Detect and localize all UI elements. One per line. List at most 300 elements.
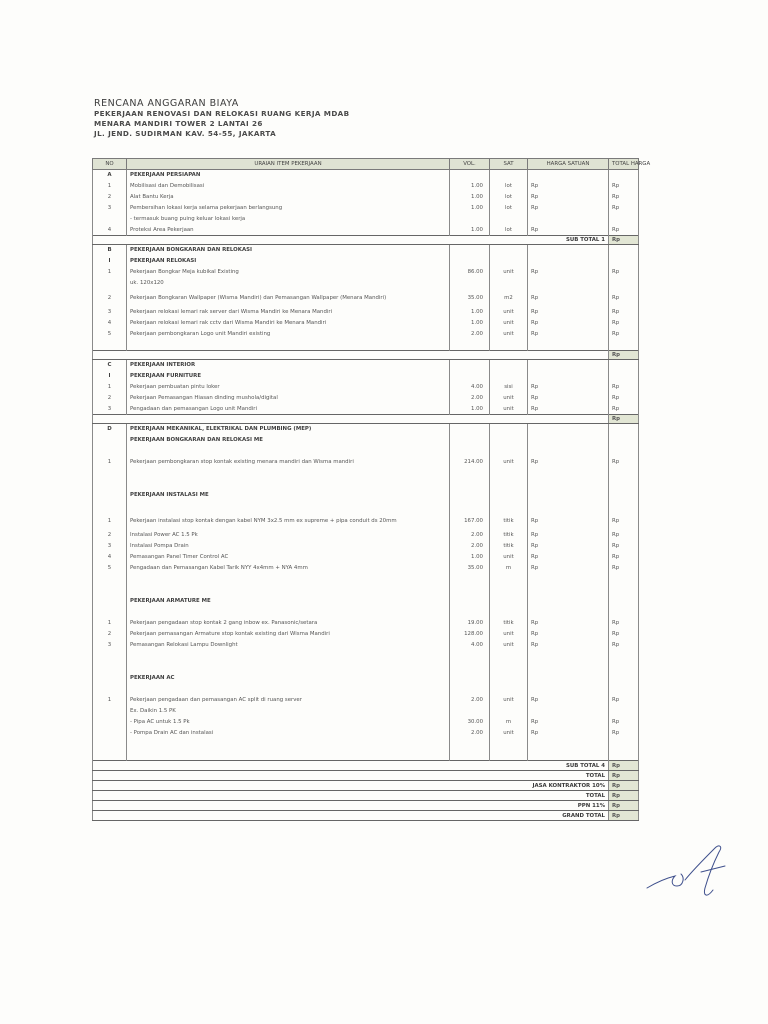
blank-cell [127,574,450,585]
item-vol: 2.00 [450,329,490,340]
address: JL. JEND. SUDIRMAN KAV. 54-55, JAKARTA [94,129,277,138]
item-desc: Pemasangan Panel Timer Control AC [127,552,450,563]
item-no: 2 [93,393,127,404]
item-vol [450,706,490,717]
section-title: PEKERJAAN BONGKARAN DAN RELOKASI [127,245,450,256]
item-no: 1 [93,695,127,706]
blank-cell [528,446,609,457]
cell-sat [490,424,528,435]
item-desc: Pekerjaan Bongkar Meja kubikal Existing [127,267,450,278]
section-title: PEKERJAAN INSTALASI ME [127,490,450,501]
section-title: PEKERJAAN RELOKASI [127,256,450,267]
blank-cell [609,574,639,585]
table-row [93,801,639,811]
item-total: Rp [609,318,639,329]
item-vol: 35.00 [450,563,490,574]
table-row [93,393,639,404]
item-desc: Pekerjaan pemasangan Armature stop kontak existing dari Wisma Mandiri [127,629,450,640]
footer-label-ppn: PPN 11% [93,801,609,811]
item-vol: 1.00 [450,203,490,214]
blank-cell [490,750,528,761]
item-vol: 4.00 [450,382,490,393]
item-sat [490,214,528,225]
blank-cell [450,340,490,351]
blank-cell [490,684,528,695]
col-header-no: NO [93,159,127,170]
blank-cell [93,607,127,618]
blank-cell [127,585,450,596]
table-row [93,203,639,214]
item-desc: Pembersihan lokasi kerja selama pekerjaan berlangsung [127,203,450,214]
item-total: Rp [609,393,639,404]
subtotal-label [93,415,609,424]
table-row [93,371,639,382]
item-desc: Pengadaan dan Pemasangan Kabel Tarik NYY 4x4mm + NYA 4mm [127,563,450,574]
item-vol: 214.00 [450,457,490,468]
blank-cell [528,574,609,585]
item-sat: sisi [490,382,528,393]
item-no: 3 [93,203,127,214]
blank-cell [609,662,639,673]
blank-cell [450,468,490,479]
blank-cell [490,468,528,479]
item-harga: Rp [528,530,609,541]
item-no: D [93,424,127,435]
blank-cell [609,501,639,512]
table-row [93,706,639,717]
item-vol [450,214,490,225]
footer-label-grand: GRAND TOTAL [93,811,609,821]
item-no: 5 [93,329,127,340]
cell-harga [528,170,609,181]
item-harga: Rp [528,728,609,739]
blank-cell [127,446,450,457]
cell-sat [490,596,528,607]
cell-harga [528,424,609,435]
item-no: 1 [93,181,127,192]
cell-total [609,490,639,501]
footer-label-total2: TOTAL [93,791,609,801]
item-no [93,728,127,739]
cell-sat [490,256,528,267]
blank-cell [450,446,490,457]
cell-harga [528,596,609,607]
document-title: RENCANA ANGGARAN BIAYA [94,98,239,109]
item-harga: Rp [528,307,609,318]
table-row [93,424,639,435]
item-harga [528,214,609,225]
item-no: A [93,170,127,181]
cell-total [609,245,639,256]
budget-table [92,158,651,821]
item-sat: unit [490,728,528,739]
table-row [93,225,639,236]
item-desc: Alat Bantu Kerja [127,192,450,203]
item-sat: unit [490,267,528,278]
blank-cell [490,340,528,351]
item-no: 1 [93,512,127,530]
section-title: PEKERJAAN MEKANIKAL, ELEKTRIKAL DAN PLUMBING (MEP) [127,424,450,435]
section-title: PEKERJAAN BONGKARAN DAN RELOKASI ME [127,435,450,446]
blank-cell [450,739,490,750]
item-vol: 1.00 [450,552,490,563]
item-vol: 1.00 [450,181,490,192]
item-vol: 1.00 [450,307,490,318]
item-sat: unit [490,552,528,563]
footer-label-jasa: JASA KONTRAKTOR 10% [93,781,609,791]
cell-vol [450,673,490,684]
blank-cell [528,684,609,695]
item-harga: Rp [528,695,609,706]
blank-cell [609,468,639,479]
item-vol: 2.00 [450,530,490,541]
blank-cell [528,651,609,662]
blank-cell [528,662,609,673]
item-no: 4 [93,225,127,236]
section-title: PEKERJAAN FURNITURE [127,371,450,382]
blank-cell [609,739,639,750]
cell-harga [528,490,609,501]
item-desc: - termasuk buang puing keluar lokasi kerja [127,214,450,225]
item-no: 3 [93,307,127,318]
item-desc: - Pipa AC untuk 1.5 Pk [127,717,450,728]
item-harga: Rp [528,382,609,393]
blank-cell [609,651,639,662]
item-total: Rp [609,629,639,640]
cell-harga [528,371,609,382]
item-vol: 30.00 [450,717,490,728]
cell-harga [528,360,609,371]
item-harga: Rp [528,289,609,307]
section-title: PEKERJAAN ARMATURE ME [127,596,450,607]
cell-total [609,596,639,607]
footer-label-total: TOTAL [93,771,609,781]
item-harga: Rp [528,192,609,203]
item-total [609,706,639,717]
item-sat: lot [490,203,528,214]
blank-cell [93,501,127,512]
blank-cell [490,662,528,673]
item-total: Rp [609,289,639,307]
item-total: Rp [609,225,639,236]
item-desc: Instalasi Pompa Drain [127,541,450,552]
item-no [93,706,127,717]
item-no [93,278,127,289]
table-row [93,479,639,490]
footer-value-total: Rp [609,771,639,781]
table-row [93,245,639,256]
item-desc: Pekerjaan pengadaan stop kontak 2 gang inbow ex. Panasonic/setara [127,618,450,629]
item-no: 2 [93,530,127,541]
item-sat [490,278,528,289]
blank-cell [528,340,609,351]
table-row [93,512,639,530]
table-row [93,256,639,267]
blank-cell [127,750,450,761]
item-harga: Rp [528,329,609,340]
table-row [93,629,639,640]
item-no [93,435,127,446]
item-no [93,490,127,501]
item-no: 3 [93,404,127,415]
blank-cell [450,585,490,596]
cell-harga [528,435,609,446]
blank-cell [609,585,639,596]
table-row [93,563,639,574]
item-desc: - Pompa Drain AC dan instalasi [127,728,450,739]
item-total: Rp [609,563,639,574]
blank-cell [93,479,127,490]
item-sat: unit [490,695,528,706]
item-desc: Pekerjaan relokasi lemari rak server dari Wisma Mandiri ke Menara Mandiri [127,307,450,318]
table-row [93,236,639,245]
item-vol: 2.00 [450,541,490,552]
item-harga: Rp [528,717,609,728]
blank-cell [127,607,450,618]
item-harga [528,706,609,717]
item-total: Rp [609,512,639,530]
blank-cell [450,607,490,618]
cell-sat [490,245,528,256]
item-harga: Rp [528,457,609,468]
cell-total [609,360,639,371]
item-no: C [93,360,127,371]
item-harga: Rp [528,181,609,192]
blank-cell [490,651,528,662]
item-sat: unit [490,393,528,404]
item-no: 4 [93,552,127,563]
cell-vol [450,435,490,446]
table-row [93,340,639,351]
blank-cell [490,739,528,750]
table-row [93,781,639,791]
blank-cell [127,662,450,673]
blank-cell [450,750,490,761]
blank-cell [127,479,450,490]
item-desc: Instalasi Power AC 1.5 Pk [127,530,450,541]
item-no: 1 [93,457,127,468]
table-row [93,739,639,750]
cell-vol [450,490,490,501]
item-no: 1 [93,382,127,393]
section-title: PEKERJAAN INTERIOR [127,360,450,371]
blank-cell [93,468,127,479]
blank-cell [490,574,528,585]
blank-cell [528,750,609,761]
item-total: Rp [609,203,639,214]
col-header-vol: VOL. [450,159,490,170]
item-desc: Proteksi Area Pekerjaan [127,225,450,236]
item-harga: Rp [528,640,609,651]
cell-harga [528,256,609,267]
item-total: Rp [609,181,639,192]
table-row [93,382,639,393]
item-vol: 2.00 [450,393,490,404]
item-desc: Pengadaan dan pemasangan Logo unit Mandiri [127,404,450,415]
project-name: PEKERJAAN RENOVASI DAN RELOKASI RUANG KERJA MDAB [94,109,350,118]
item-sat: unit [490,640,528,651]
table-row [93,585,639,596]
table-row [93,640,639,651]
blank-cell [609,684,639,695]
table-row [93,318,639,329]
item-harga: Rp [528,404,609,415]
footer-value-subtotal4: Rp [609,761,639,771]
blank-cell [93,684,127,695]
cell-vol [450,256,490,267]
blank-cell [450,662,490,673]
item-total: Rp [609,728,639,739]
blank-cell [450,479,490,490]
table-row [93,415,639,424]
table-row [93,728,639,739]
building-name: MENARA MANDIRI TOWER 2 LANTAI 26 [94,119,263,128]
col-header-sat: SAT [490,159,528,170]
item-harga: Rp [528,618,609,629]
blank-cell [528,607,609,618]
cell-sat [490,371,528,382]
item-total: Rp [609,695,639,706]
item-harga: Rp [528,318,609,329]
table-row [93,267,639,278]
item-total: Rp [609,307,639,318]
cell-total [609,371,639,382]
item-vol: 1.00 [450,404,490,415]
blank-cell [450,651,490,662]
item-no: B [93,245,127,256]
item-vol: 128.00 [450,629,490,640]
item-sat: m [490,717,528,728]
item-harga: Rp [528,203,609,214]
table-row [93,159,639,170]
subtotal-label [93,351,609,360]
item-no: 1 [93,267,127,278]
item-desc: Pekerjaan pembongkaran Logo unit Mandiri existing [127,329,450,340]
item-harga: Rp [528,393,609,404]
item-no: 2 [93,192,127,203]
item-no: I [93,371,127,382]
item-sat: lot [490,181,528,192]
cell-total [609,673,639,684]
item-no [93,596,127,607]
blank-cell [450,501,490,512]
item-total: Rp [609,640,639,651]
table-row [93,673,639,684]
item-harga: Rp [528,552,609,563]
table-row [93,360,639,371]
blank-cell [127,468,450,479]
item-no [93,673,127,684]
footer-value-total2: Rp [609,791,639,801]
table-row [93,541,639,552]
item-sat: titik [490,512,528,530]
item-desc: Ex. Daikin 1.5 PK [127,706,450,717]
blank-cell [609,750,639,761]
item-harga: Rp [528,563,609,574]
footer-value-grand: Rp [609,811,639,821]
blank-cell [490,607,528,618]
cell-harga [528,673,609,684]
item-no: 2 [93,629,127,640]
cell-total [609,256,639,267]
table-row [93,490,639,501]
table-row [93,618,639,629]
blank-cell [93,585,127,596]
table-row [93,170,639,181]
table-row [93,750,639,761]
signature [645,840,735,910]
item-desc: Pekerjaan instalasi stop kontak dengan kabel NYM 3x2.5 mm ex supreme + pipa conduit ds 20mm [127,512,450,530]
item-no [93,214,127,225]
item-no: 5 [93,563,127,574]
item-total: Rp [609,541,639,552]
item-total: Rp [609,329,639,340]
item-no: 4 [93,318,127,329]
item-harga: Rp [528,629,609,640]
item-harga: Rp [528,225,609,236]
item-total: Rp [609,404,639,415]
table-row [93,468,639,479]
table-row [93,791,639,801]
item-vol: 1.00 [450,318,490,329]
item-vol: 1.00 [450,192,490,203]
blank-cell [528,479,609,490]
item-desc: Pekerjaan Pemasangan Hiasan dinding mushola/digital [127,393,450,404]
blank-cell [528,468,609,479]
cell-harga [528,245,609,256]
blank-cell [490,585,528,596]
footer-value-ppn: Rp [609,801,639,811]
item-total [609,214,639,225]
table-row [93,607,639,618]
table-row [93,446,639,457]
table-row [93,501,639,512]
blank-cell [609,607,639,618]
cell-sat [490,490,528,501]
item-total: Rp [609,530,639,541]
blank-cell [127,501,450,512]
blank-cell [93,739,127,750]
table-row [93,329,639,340]
table-row [93,552,639,563]
item-total: Rp [609,382,639,393]
item-sat: titik [490,541,528,552]
item-total [609,278,639,289]
item-sat: unit [490,457,528,468]
table-row [93,307,639,318]
blank-cell [450,574,490,585]
footer-label-subtotal4: SUB TOTAL 4 [93,761,609,771]
table-row [93,278,639,289]
document-header [94,98,350,139]
blank-cell [609,479,639,490]
blank-cell [127,684,450,695]
blank-cell [93,340,127,351]
table-row [93,662,639,673]
item-vol: 2.00 [450,728,490,739]
item-total: Rp [609,717,639,728]
item-vol: 1.00 [450,225,490,236]
table-row [93,289,639,307]
subtotal-label: SUB TOTAL 1 [93,236,609,245]
item-sat: unit [490,329,528,340]
item-sat: lot [490,225,528,236]
table-row [93,811,639,821]
item-total: Rp [609,267,639,278]
table-row [93,651,639,662]
table-row [93,192,639,203]
blank-cell [490,501,528,512]
